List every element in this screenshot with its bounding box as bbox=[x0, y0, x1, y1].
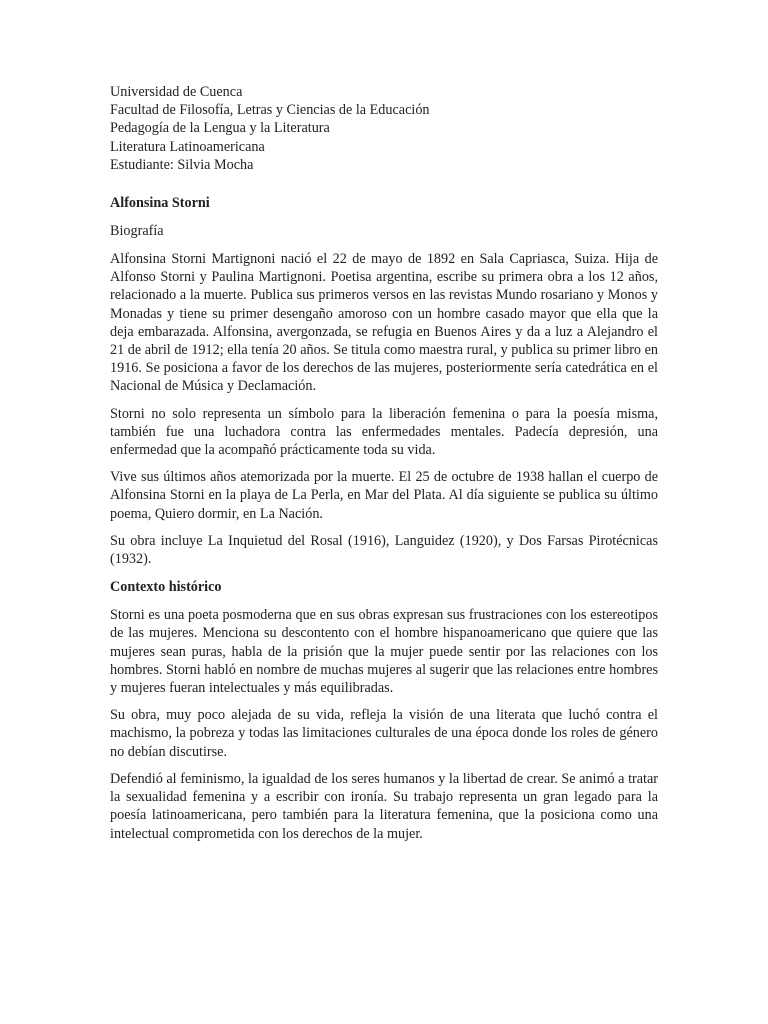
header-course: Literatura Latinoamericana bbox=[110, 138, 265, 155]
biography-paragraph-1: Alfonsina Storni Martignoni nació el 22 de mayo de 1892 en Sala Capriasca, Suiza. Hija de Alfonso Storni y Paulina Martignoni. Poetisa argentina, escribe su primera obra a los 12 años, relacionado a la muerte. Publica sus primeros versos en las revistas Mundo rosariano y Monos y Monadas y tiene su primer desengaño amoroso con un hombre casado mayor que ella que la deja embarazada. Alfonsina, avergonzada, se refugia en Buenos Aires y da a luz a Alejandro el 21 de abril de 1912; ella tenía 20 años. Se titula como maestra rural, y publica su primer libro en 1916. Se posiciona a favor de los derechos de las mujeres, posteriormente sería catedrática en el Nacional de Música y Declamación. bbox=[110, 251, 658, 395]
context-paragraph-2: Su obra, muy poco alejada de su vida, refleja la visión de una literata que luchó contra el machismo, la pobreza y todas las limitaciones culturales de una época donde los roles de género no debían discutirse. bbox=[110, 707, 658, 760]
header-student: Estudiante: Silvia Mocha bbox=[110, 156, 254, 173]
header-university: Universidad de Cuenca bbox=[110, 84, 243, 100]
document-page bbox=[110, 83, 658, 843]
context-heading: Contexto histórico bbox=[110, 579, 222, 596]
document-header bbox=[110, 83, 658, 174]
biography-paragraph-2: Storni no solo representa un símbolo para la liberación femenina o para la poesía misma, también fue una luchadora contra las enfermedades mentales. Padecía depresión, una enfermedad que la acompañó prácticamente toda su vida. bbox=[110, 405, 658, 459]
biography-paragraph-3: Vive sus últimos años atemorizada por la muerte. El 25 de octubre de 1938 hallan el cuerpo de Alfonsina Storni en la playa de La Perla, en Mar del Plata. Al día siguiente se publica su último poema, Quiero dormir, en La Nación. bbox=[110, 469, 658, 522]
header-faculty: Facultad de Filosofía, Letras y Ciencias de la Educación bbox=[110, 102, 430, 119]
header-program: Pedagogía de la Lengua y la Literatura bbox=[110, 120, 330, 137]
context-paragraph-1: Storni es una poeta posmoderna que en sus obras expresan sus frustraciones con los estereotipos de las mujeres. Menciona su descontento con el hombre hispanoamericano que quiere que las mujeres sean puras, habla de la prisión que la mujer puede sentir por las relaciones con los hombres. Storni habló en nombre de muchas mujeres al sugerir que las relaciones entre hombres y mujeres fueran intelectuales y más equilibradas. bbox=[110, 607, 658, 697]
biography-heading: Biografía bbox=[110, 223, 164, 240]
biography-paragraph-4: Su obra incluye La Inquietud del Rosal (1916), Languidez (1920), y Dos Farsas Pirotécnicas (1932). bbox=[110, 532, 658, 568]
context-paragraph-3: Defendió al feminismo, la igualdad de los seres humanos y la libertad de crear. Se animó a tratar la sexualidad femenina y a escribir con ironía. Su trabajo representa un gran legado para la poesía latinoamericana, pero también para la literatura femenina, que la posiciona como una intelectual comprometida con los derechos de la mujer. bbox=[110, 770, 658, 842]
document-title: Alfonsina Storni bbox=[110, 195, 210, 212]
